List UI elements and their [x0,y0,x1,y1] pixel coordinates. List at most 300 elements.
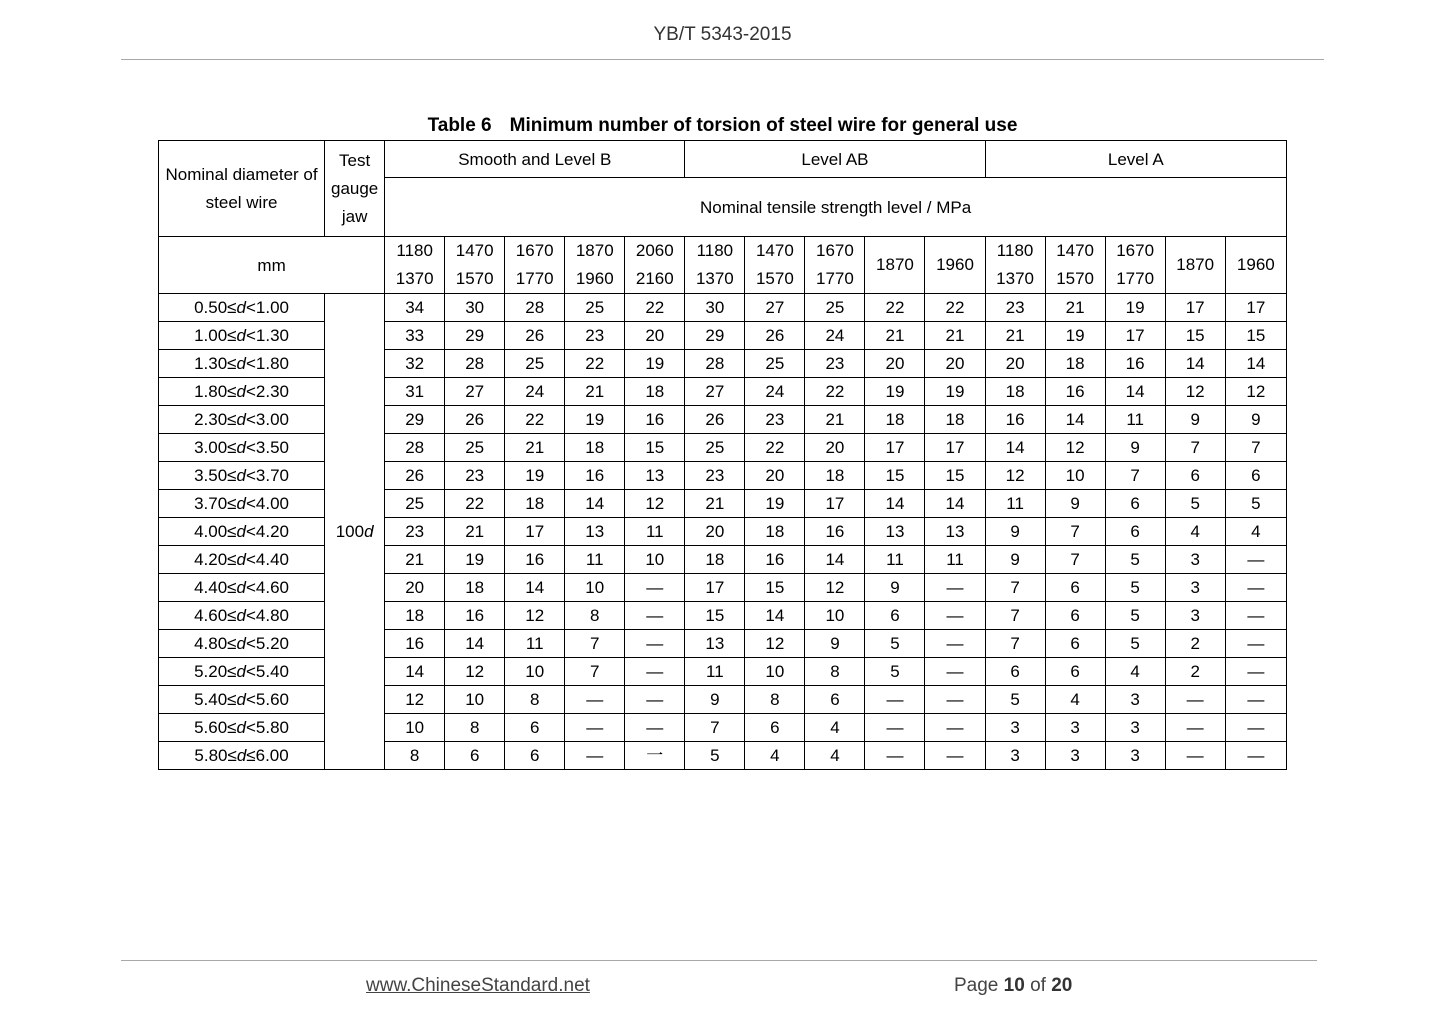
torsion-value: 23 [985,294,1045,322]
gauge-jaw-value [325,294,385,770]
torsion-value: 5 [1105,546,1165,574]
torsion-value: 22 [745,434,805,462]
range-variable: d [236,718,246,737]
torsion-value: 10 [505,658,565,686]
range-lower: 5.40≤ [194,690,237,709]
torsion-value: — [925,686,985,714]
range-upper: <3.50 [245,438,289,457]
torsion-value: 9 [685,686,745,714]
torsion-value: 6 [865,602,925,630]
torsion-value: 17 [865,434,925,462]
torsion-value: 9 [985,518,1045,546]
table-title-text: Minimum number of torsion of steel wire for general use [509,115,1018,136]
strength-column-header [1045,237,1105,294]
torsion-value: 14 [805,546,865,574]
torsion-table [158,140,1287,770]
range-lower: 1.80≤ [194,382,237,401]
diameter-range [159,686,325,714]
strength-column-header [445,237,505,294]
torsion-value: 19 [1105,294,1165,322]
torsion-value: 3 [985,714,1045,742]
torsion-value: 16 [1105,350,1165,378]
range-lower: 4.40≤ [194,578,237,597]
torsion-value: 16 [505,546,565,574]
torsion-value: 2 [1165,630,1225,658]
range-lower: 5.20≤ [194,662,237,681]
torsion-value: 6 [805,686,865,714]
torsion-value: 17 [805,490,865,518]
torsion-value: 15 [865,462,925,490]
diameter-range [159,518,325,546]
torsion-value: — [1165,742,1225,770]
torsion-value: — [925,602,985,630]
range-variable: d [236,662,246,681]
torsion-value: 15 [925,462,985,490]
torsion-value: 21 [505,434,565,462]
table-title [0,115,1445,137]
torsion-value: 4 [745,742,805,770]
torsion-value: 7 [1045,518,1105,546]
torsion-value: 10 [745,658,805,686]
strength-value: 2060 [635,241,674,260]
strength-value: 1570 [1056,269,1095,288]
strength-level-header: Nominal tensile strength level / MPa [385,178,1287,237]
strength-value: 1180 [696,241,734,260]
range-variable: d [236,382,246,401]
strength-column-header [805,237,865,294]
torsion-value: 22 [925,294,985,322]
diameter-range [159,322,325,350]
strength-value: 1960 [936,255,974,274]
torsion-value: 17 [1225,294,1286,322]
page-current: 10 [1003,975,1025,996]
torsion-value: 29 [445,322,505,350]
torsion-value: 3 [1165,546,1225,574]
torsion-value: 7 [685,714,745,742]
torsion-value: 3 [1105,742,1165,770]
gauge-number: 100 [335,522,365,541]
footer-divider [121,960,1317,961]
torsion-value: — [1225,630,1286,658]
torsion-value: 12 [385,686,445,714]
torsion-value: 27 [445,378,505,406]
range-lower: 4.80≤ [194,634,237,653]
range-upper: <4.80 [245,606,289,625]
torsion-value: 5 [985,686,1045,714]
torsion-value: 16 [445,602,505,630]
torsion-value: 23 [445,462,505,490]
torsion-value: 8 [505,686,565,714]
torsion-value: 8 [445,714,505,742]
torsion-value: 3 [1165,574,1225,602]
range-upper: <3.00 [245,410,289,429]
torsion-value: — [1225,742,1286,770]
strength-value: 1870 [575,241,614,260]
torsion-value: — [1225,602,1286,630]
torsion-value: 6 [745,714,805,742]
range-upper: <3.70 [245,466,289,485]
torsion-value: 5 [685,742,745,770]
strength-column-header [625,237,685,294]
torsion-value: 28 [385,434,445,462]
torsion-value: 14 [745,602,805,630]
torsion-value: 10 [1045,462,1105,490]
range-upper: <1.30 [245,326,289,345]
torsion-value: 23 [805,350,865,378]
torsion-value: 4 [1165,518,1225,546]
torsion-value: 26 [445,406,505,434]
torsion-value: 9 [1045,490,1105,518]
strength-value: 1960 [575,269,614,288]
range-lower: 4.60≤ [194,606,237,625]
torsion-value: — [1225,546,1286,574]
torsion-value: 5 [1105,574,1165,602]
strength-column-header [1165,237,1225,294]
torsion-value: 12 [805,574,865,602]
torsion-value: 12 [745,630,805,658]
range-upper: <4.00 [245,494,289,513]
torsion-value: — [565,714,625,742]
strength-column-header [505,237,565,294]
torsion-value: 8 [745,686,805,714]
diameter-range [159,574,325,602]
strength-column-header [685,237,745,294]
torsion-value: — [925,714,985,742]
website-link[interactable]: www.ChineseStandard.net [366,975,590,996]
range-upper: <2.30 [245,382,289,401]
range-lower: 0.50≤ [194,298,237,317]
strength-value: 1770 [816,269,854,288]
torsion-value: 9 [985,546,1045,574]
torsion-value: 4 [805,714,865,742]
torsion-value: 17 [925,434,985,462]
range-upper: <5.40 [245,662,289,681]
torsion-value: 23 [685,462,745,490]
page-indicator [954,975,1072,997]
strength-column-header [925,237,985,294]
torsion-value: 18 [805,462,865,490]
torsion-value: 14 [385,658,445,686]
range-upper: <4.20 [245,522,289,541]
strength-column-header [565,237,625,294]
torsion-value: — [1165,714,1225,742]
diameter-range [159,434,325,462]
diameter-range [159,546,325,574]
diameter-range [159,742,325,770]
torsion-value: 29 [385,406,445,434]
torsion-value: 6 [985,658,1045,686]
torsion-value: 19 [925,378,985,406]
torsion-value: 18 [505,490,565,518]
torsion-value: 18 [865,406,925,434]
torsion-value: 7 [985,574,1045,602]
torsion-value: 22 [805,378,865,406]
torsion-value: 3 [1045,742,1105,770]
torsion-value: 15 [745,574,805,602]
torsion-value: 21 [445,518,505,546]
torsion-value: 20 [625,322,685,350]
strength-column-header [385,237,445,294]
torsion-value: 9 [1225,406,1286,434]
strength-value: 1470 [755,241,794,260]
torsion-value: 11 [925,546,985,574]
diameter-range [159,630,325,658]
range-lower: 5.80≤ [194,746,237,765]
torsion-value: 12 [1165,378,1225,406]
torsion-value: — [565,686,625,714]
torsion-value: 21 [985,322,1045,350]
range-variable: d [236,746,247,765]
torsion-value: — [925,630,985,658]
torsion-value: 16 [985,406,1045,434]
torsion-value: — [865,714,925,742]
torsion-value: 29 [685,322,745,350]
torsion-value: 14 [505,574,565,602]
torsion-value: — [925,742,985,770]
torsion-value: 5 [1225,490,1286,518]
torsion-value: 2 [1165,658,1225,686]
range-upper: <4.60 [245,578,289,597]
torsion-value: 25 [445,434,505,462]
torsion-value: — [1225,658,1286,686]
strength-value: 1370 [695,269,734,288]
torsion-value: 6 [1045,658,1105,686]
torsion-value: 5 [1105,630,1165,658]
torsion-value: 8 [805,658,865,686]
torsion-value: 13 [925,518,985,546]
range-lower: 4.20≤ [194,550,237,569]
torsion-value: 32 [385,350,445,378]
torsion-value: 3 [985,742,1045,770]
torsion-value: — [625,714,685,742]
range-upper: <5.20 [245,634,289,653]
strength-column-header [1225,237,1286,294]
torsion-value: 16 [385,630,445,658]
range-lower: 3.70≤ [194,494,237,513]
torsion-value: 25 [745,350,805,378]
torsion-value: 27 [745,294,805,322]
range-variable: d [236,438,246,457]
torsion-value: 17 [505,518,565,546]
torsion-value: — [625,602,685,630]
torsion-value: 21 [385,546,445,574]
range-variable: d [236,550,246,569]
diameter-range [159,658,325,686]
torsion-value: 11 [865,546,925,574]
torsion-value: — [865,686,925,714]
torsion-value: 18 [565,434,625,462]
range-lower: 2.30≤ [194,410,237,429]
torsion-value: 23 [385,518,445,546]
torsion-value: 7 [565,658,625,686]
torsion-value: 25 [805,294,865,322]
torsion-value: 20 [925,350,985,378]
torsion-value: — [1225,574,1286,602]
gauge-variable: d [364,522,374,541]
torsion-value: 21 [565,378,625,406]
torsion-value: 21 [925,322,985,350]
torsion-value: 10 [445,686,505,714]
range-upper: <5.80 [245,718,289,737]
range-lower: 1.00≤ [194,326,237,345]
torsion-value: — [925,658,985,686]
range-variable: d [236,410,246,429]
torsion-value: 8 [385,742,445,770]
strength-value: 1370 [395,269,434,288]
torsion-value: 20 [745,462,805,490]
torsion-value: 11 [505,630,565,658]
torsion-value: 6 [1045,630,1105,658]
torsion-value: 12 [505,602,565,630]
range-variable: d [236,606,246,625]
diameter-range [159,602,325,630]
torsion-value: 26 [745,322,805,350]
torsion-value: 19 [445,546,505,574]
torsion-value: 15 [1165,322,1225,350]
torsion-value: 6 [445,742,505,770]
group-level-ab: Level AB [685,141,985,178]
torsion-value: 20 [385,574,445,602]
torsion-value: 21 [1045,294,1105,322]
range-lower: 5.60≤ [194,718,237,737]
torsion-value: 18 [625,378,685,406]
torsion-value: 13 [565,518,625,546]
torsion-value: 6 [1045,602,1105,630]
torsion-value: 7 [1165,434,1225,462]
strength-value: 1870 [876,255,914,274]
torsion-value: 19 [505,462,565,490]
torsion-value: 9 [1105,434,1165,462]
torsion-value: 30 [445,294,505,322]
strength-value: 1960 [1236,255,1275,274]
torsion-value: 5 [1165,490,1225,518]
torsion-value: 19 [745,490,805,518]
range-lower: 4.00≤ [194,522,237,541]
torsion-value: 7 [1225,434,1286,462]
torsion-value: 22 [505,406,565,434]
table-number: Table 6 [427,115,492,136]
torsion-value: 12 [445,658,505,686]
range-variable: d [236,634,246,653]
header-divider [121,59,1324,60]
torsion-value: 一 [625,742,685,770]
strength-column-header [745,237,805,294]
torsion-value: 21 [865,322,925,350]
group-smooth-level-b: Smooth and Level B [385,141,685,178]
torsion-value: 14 [1165,350,1225,378]
torsion-value: 11 [685,658,745,686]
torsion-value: 26 [385,462,445,490]
torsion-value: 28 [445,350,505,378]
torsion-value: 6 [1225,462,1286,490]
torsion-value: 21 [685,490,745,518]
torsion-value: 9 [1165,406,1225,434]
torsion-value: 19 [865,378,925,406]
strength-column-header [865,237,925,294]
strength-column-header [985,237,1045,294]
torsion-value: 16 [805,518,865,546]
torsion-value: 26 [685,406,745,434]
range-lower: 3.50≤ [194,466,237,485]
torsion-value: 7 [1105,462,1165,490]
range-upper: ≤6.00 [246,746,289,765]
torsion-value: 17 [685,574,745,602]
header-nominal-diameter: Nominal diameter of steel wire [159,141,325,237]
torsion-value: 25 [685,434,745,462]
torsion-value: 23 [565,322,625,350]
strength-value: 2160 [635,269,674,288]
torsion-value: 3 [1165,602,1225,630]
torsion-value: 10 [805,602,865,630]
torsion-value: 22 [625,294,685,322]
range-variable: d [236,494,246,513]
torsion-value: 6 [1105,518,1165,546]
torsion-value: 22 [565,350,625,378]
range-upper: <1.00 [245,298,289,317]
torsion-value: 28 [685,350,745,378]
torsion-value: 14 [1045,406,1105,434]
torsion-value: — [865,742,925,770]
torsion-value: 20 [805,434,865,462]
table-row [159,294,1287,322]
torsion-value: — [625,630,685,658]
torsion-value: 5 [1105,602,1165,630]
strength-value: 1670 [816,241,854,260]
page-prefix: Page [954,975,999,996]
diameter-range [159,378,325,406]
torsion-value: 22 [445,490,505,518]
strength-value: 1770 [1116,269,1155,288]
torsion-value: 12 [985,462,1045,490]
torsion-value: 19 [565,406,625,434]
torsion-value: 10 [625,546,685,574]
torsion-value: 7 [565,630,625,658]
torsion-value: 6 [505,742,565,770]
torsion-value: 18 [685,546,745,574]
torsion-value: 3 [1105,686,1165,714]
group-level-a: Level A [985,141,1286,178]
range-lower: 1.30≤ [194,354,237,373]
diameter-range [159,490,325,518]
torsion-value: 20 [865,350,925,378]
torsion-value: 14 [1105,378,1165,406]
torsion-value: 24 [805,322,865,350]
page-of: of [1030,975,1046,996]
torsion-value: 10 [385,714,445,742]
torsion-value: 14 [985,434,1045,462]
torsion-value: 24 [745,378,805,406]
torsion-value: 16 [565,462,625,490]
torsion-value: 11 [1105,406,1165,434]
range-lower: 3.00≤ [194,438,237,457]
torsion-value: 13 [865,518,925,546]
torsion-value: 16 [745,546,805,574]
gauge-label-line-2: gauge [330,178,379,198]
torsion-value: 17 [1165,294,1225,322]
range-variable: d [236,326,246,345]
range-variable: d [236,354,246,373]
torsion-value: 20 [685,518,745,546]
torsion-value: — [625,686,685,714]
torsion-value: 14 [865,490,925,518]
document-code: YB/T 5343-2015 [653,24,792,45]
torsion-value: 24 [505,378,565,406]
torsion-value: 27 [685,378,745,406]
strength-value: 1670 [1116,241,1155,260]
torsion-value: 6 [1105,490,1165,518]
torsion-value: 13 [625,462,685,490]
torsion-value: 10 [565,574,625,602]
